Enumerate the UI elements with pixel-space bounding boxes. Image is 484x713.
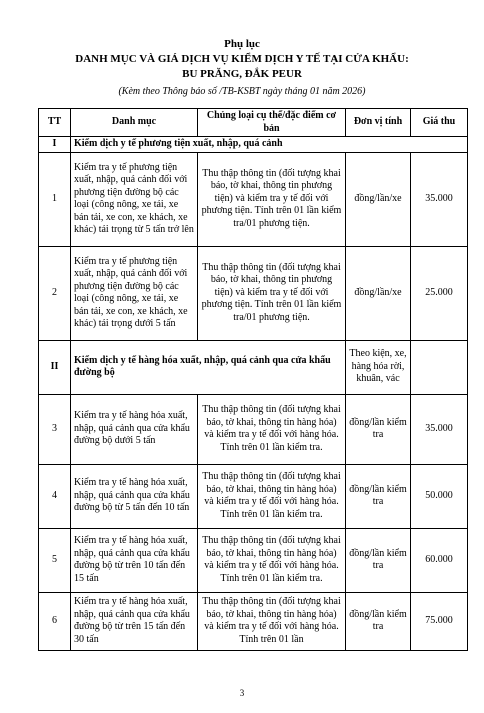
row-category: Kiểm tra y tế hàng hóa xuất, nhập, quá cảnh qua cửa khẩu đường bộ dưới 5 tấn xyxy=(71,394,198,464)
row-unit: đồng/lần kiểm tra xyxy=(346,464,411,528)
row-number: 1 xyxy=(39,152,71,246)
row-price: 60.000 xyxy=(411,528,468,592)
row-description: Thu thập thông tin (đối tượng khai báo, tờ khai, thông tin hàng hóa) và kiểm tra y tế đối với hàng hóa. Tính trên 01 lần kiểm tra. xyxy=(198,528,346,592)
row-unit: đồng/lần kiểm tra xyxy=(346,528,411,592)
table-row xyxy=(39,246,468,340)
section-row-1 xyxy=(39,137,468,153)
row-number: 3 xyxy=(39,394,71,464)
document-title-line-1: DANH MỤC VÀ GIÁ DỊCH VỤ KIỂM DỊCH Y TẾ TẠI CỬA KHẨU: xyxy=(75,53,409,65)
table-header-row xyxy=(39,109,468,137)
table-row xyxy=(39,592,468,650)
section-row-2 xyxy=(39,340,468,394)
row-category: Kiểm tra y tế phương tiện xuất, nhập, quá cảnh đối với phương tiện đường bộ các loại (công nông, xe tải, xe bán tải, xe con, xe khách, xe khác) tải trọng từ 5 tấn trở lên xyxy=(71,152,198,246)
document-title-line-2: BU PRĂNG, ĐẮK PEUR xyxy=(182,68,302,80)
row-description: Thu thập thông tin (đối tượng khai báo, tờ khai, thông tin hàng hóa) và kiểm tra y tế đối với hàng hóa. Tính trên 01 lần xyxy=(198,592,346,650)
column-header-tt: TT xyxy=(39,109,71,137)
section-title: Kiểm dịch y tế hàng hóa xuất, nhập, quá cảnh qua cửa khẩu đường bộ xyxy=(71,340,346,394)
page-number: 3 xyxy=(239,688,245,698)
document-subtitle: (Kèm theo Thông báo số /TB-KSBT ngày tháng 01 năm 2026) xyxy=(118,86,366,97)
row-category: Kiểm tra y tế hàng hóa xuất, nhập, quá cảnh qua cửa khẩu đường bộ từ 5 tấn đến 10 tấn xyxy=(71,464,198,528)
table-row xyxy=(39,528,468,592)
section-title: Kiểm dịch y tế phương tiện xuất, nhập, quá cảnh xyxy=(71,137,468,153)
column-header-price: Giá thu xyxy=(411,109,468,137)
row-category: Kiểm tra y tế phương tiện xuất, nhập, quá cảnh đối với phương tiện đường bộ các loại (công nông, xe tải, xe bán tải, xe con, xe khách, xe khác) tải trọng dưới 5 tấn xyxy=(71,246,198,340)
section-number: II xyxy=(39,340,71,394)
table-row xyxy=(39,152,468,246)
row-price: 50.000 xyxy=(411,464,468,528)
row-price: 75.000 xyxy=(411,592,468,650)
row-description: Thu thập thông tin (đối tượng khai báo, tờ khai, thông tin phương tiện) và kiểm tra y tế đối với phương tiện. Tính trên 01 lần kiểm tra/01 phương tiện. xyxy=(198,246,346,340)
row-description: Thu thập thông tin (đối tượng khai báo, tờ khai, thông tin hàng hóa) và kiểm tra y tế đối với hàng hóa. Tính trên 01 lần kiểm tra. xyxy=(198,464,346,528)
row-number: 4 xyxy=(39,464,71,528)
row-unit: đồng/lần kiểm tra xyxy=(346,592,411,650)
row-description: Thu thập thông tin (đối tượng khai báo, tờ khai, thông tin phương tiện) và kiểm tra y tế đối với phương tiện. Tính trên 01 lần kiểm tra/01 phương tiện. xyxy=(198,152,346,246)
column-header-description: Chủng loại cụ thể/đặc điểm cơ bản xyxy=(198,109,346,137)
row-price: 35.000 xyxy=(411,394,468,464)
section-unit-note: Theo kiện, xe, hàng hóa rời, khuân, vác xyxy=(346,340,411,394)
row-category: Kiểm tra y tế hàng hóa xuất, nhập, quá cảnh qua cửa khẩu đường bộ từ trên 10 tấn đến 15 tấn xyxy=(71,528,198,592)
row-category: Kiểm tra y tế hàng hóa xuất, nhập, quá cảnh qua cửa khẩu đường bộ từ trên 15 tấn đến 30 tấn xyxy=(71,592,198,650)
fee-table xyxy=(38,108,468,651)
section-price-empty xyxy=(411,340,468,394)
section-number: I xyxy=(39,137,71,153)
table-row xyxy=(39,394,468,464)
row-number: 5 xyxy=(39,528,71,592)
appendix-label: Phụ lục xyxy=(224,38,260,50)
column-header-category: Danh mục xyxy=(71,109,198,137)
row-unit: đồng/lần/xe xyxy=(346,246,411,340)
row-price: 35.000 xyxy=(411,152,468,246)
row-price: 25.000 xyxy=(411,246,468,340)
row-unit: đồng/lần/xe xyxy=(346,152,411,246)
row-number: 6 xyxy=(39,592,71,650)
column-header-unit: Đơn vị tính xyxy=(346,109,411,137)
row-number: 2 xyxy=(39,246,71,340)
row-description: Thu thập thông tin (đối tượng khai báo, tờ khai, thông tin hàng hóa) và kiểm tra y tế đối với hàng hóa. Tính trên 01 lần kiểm tra. xyxy=(198,394,346,464)
row-unit: đồng/lần kiểm tra xyxy=(346,394,411,464)
table-row xyxy=(39,464,468,528)
